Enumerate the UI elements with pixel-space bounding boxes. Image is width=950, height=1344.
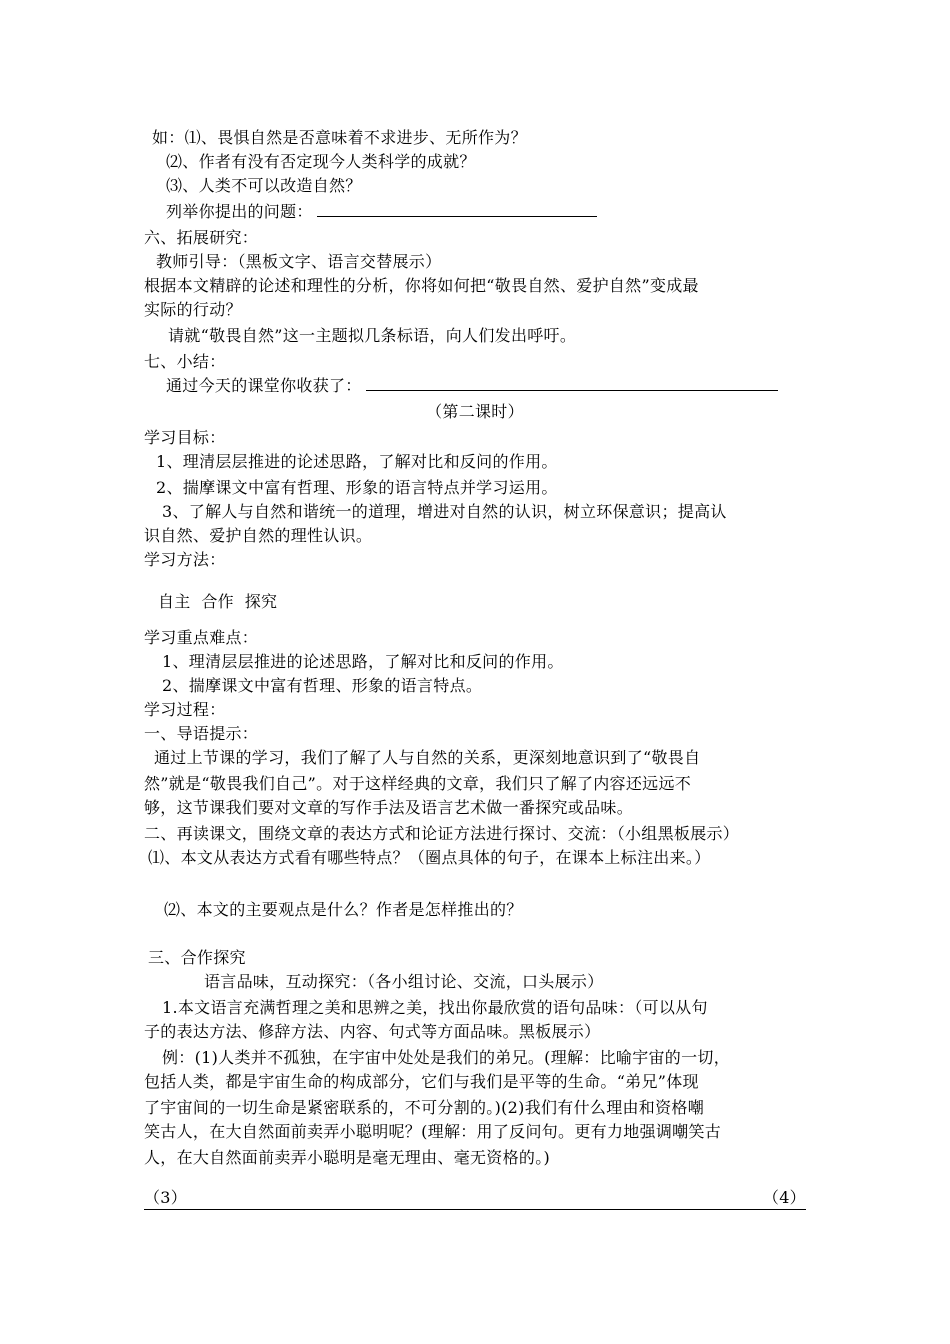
learning-goals-heading: 学习目标： bbox=[144, 428, 226, 447]
reread-question-1: ⑴、本文从表达方式看有哪些特点？（圈点具体的句子，在课本上标注出来。） bbox=[148, 848, 711, 867]
reread-question-2: ⑵、本文的主要观点是什么？作者是怎样推出的？ bbox=[164, 900, 523, 919]
goal-item: 3、了解人与自然和谐统一的道理，增进对自然的认识，树立环保意识；提高认 bbox=[162, 502, 727, 521]
paragraph-line: 请就“敬畏自然”这一主题拟几条标语，向人们发出呼吁。 bbox=[168, 326, 577, 345]
learning-methods-heading: 学习方法： bbox=[144, 550, 226, 569]
key-point-item: 1、理清层层推进的论述思路，了解对比和反问的作用。 bbox=[162, 652, 564, 671]
task-one: 1.本文语言充满哲理之美和思辨之美，找出你最欣赏的语句品味：（可以从句 bbox=[162, 998, 708, 1017]
section-three-heading: 三、合作探究 bbox=[148, 948, 246, 967]
your-question-line bbox=[166, 200, 597, 224]
page-number-right: （4） bbox=[762, 1188, 806, 1207]
question-3: ⑶、人类不可以改造自然？ bbox=[166, 176, 362, 195]
answer-blank bbox=[366, 374, 778, 391]
task-one: 子的表达方法、修辞方法、内容、句式等方面品味。黑板展示） bbox=[144, 1022, 601, 1041]
learning-process-heading: 学习过程： bbox=[144, 700, 226, 719]
learning-methods-value: 自主 合作 探究 bbox=[158, 592, 278, 611]
your-question-label: 列举你提出的问题： bbox=[166, 202, 313, 221]
example-paragraph: 了宇宙间的一切生命是紧密联系的，不可分割的。)(2)我们有什么理由和资格嘲 bbox=[144, 1098, 705, 1117]
section-seven-heading: 七、小结： bbox=[144, 352, 226, 371]
intro-paragraph: 然”就是“敬畏我们自己”。对于这样经典的文章，我们只了解了内容还远远不 bbox=[144, 774, 692, 793]
summary-label: 通过今天的课堂你收获了： bbox=[166, 376, 362, 395]
example-paragraph: 笑古人，在大自然面前卖弄小聪明呢？(理解：用了反问句。更有力地强调嘲笑古 bbox=[144, 1122, 722, 1141]
answer-blank bbox=[317, 200, 597, 217]
key-points-heading: 学习重点难点： bbox=[144, 628, 259, 647]
goal-item: 识自然、爱护自然的理性认识。 bbox=[144, 526, 373, 545]
language-task: 语言品味，互动探究：（各小组讨论、交流，口头展示） bbox=[204, 972, 604, 991]
intro-paragraph: 够，这节课我们要对文章的写作手法及语言艺术做一番探究或品味。 bbox=[144, 798, 634, 817]
goal-item: 2、揣摩课文中富有哲理、形象的语言特点并学习运用。 bbox=[156, 478, 558, 497]
example-paragraph: 包括人类，都是宇宙生命的构成部分，它们与我们是平等的生命。“弟兄”体现 bbox=[144, 1072, 699, 1091]
page-number-left: （3） bbox=[144, 1188, 188, 1207]
paragraph-line: 根据本文精辟的论述和理性的分析，你将如何把“敬畏自然、爱护自然”变成最 bbox=[144, 276, 699, 295]
footer-divider bbox=[144, 1209, 806, 1210]
summary-line bbox=[166, 374, 778, 398]
example-paragraph: 例：(1)人类并不孤独，在宇宙中处处是我们的弟兄。(理解：比喻宇宙的一切， bbox=[162, 1048, 731, 1067]
teacher-guide: 教师引导：（黑板文字、语言交替展示） bbox=[156, 252, 442, 271]
paragraph-line: 实际的行动？ bbox=[144, 300, 242, 319]
example-paragraph: 人，在大自然面前卖弄小聪明是毫无理由、毫无资格的。) bbox=[144, 1148, 551, 1167]
section-six-heading: 六、拓展研究： bbox=[144, 228, 259, 247]
lesson-two-title: （第二课时） bbox=[426, 402, 524, 421]
goal-item: 1、理清层层推进的论述思路，了解对比和反问的作用。 bbox=[156, 452, 558, 471]
section-two-heading: 二、再读课文，围绕文章的表达方式和论证方法进行探讨、交流：（小组黑板展示） bbox=[144, 824, 740, 843]
intro-paragraph: 通过上节课的学习，我们了解了人与自然的关系，更深刻地意识到了“敬畏自 bbox=[154, 748, 701, 767]
question-2: ⑵、作者有没有否定现今人类科学的成就？ bbox=[166, 152, 476, 171]
question-1: 如：⑴、畏惧自然是否意味着不求进步、无所作为？ bbox=[152, 128, 527, 147]
key-point-item: 2、揣摩课文中富有哲理、形象的语言特点。 bbox=[162, 676, 483, 695]
section-one-heading: 一、导语提示： bbox=[144, 724, 259, 743]
